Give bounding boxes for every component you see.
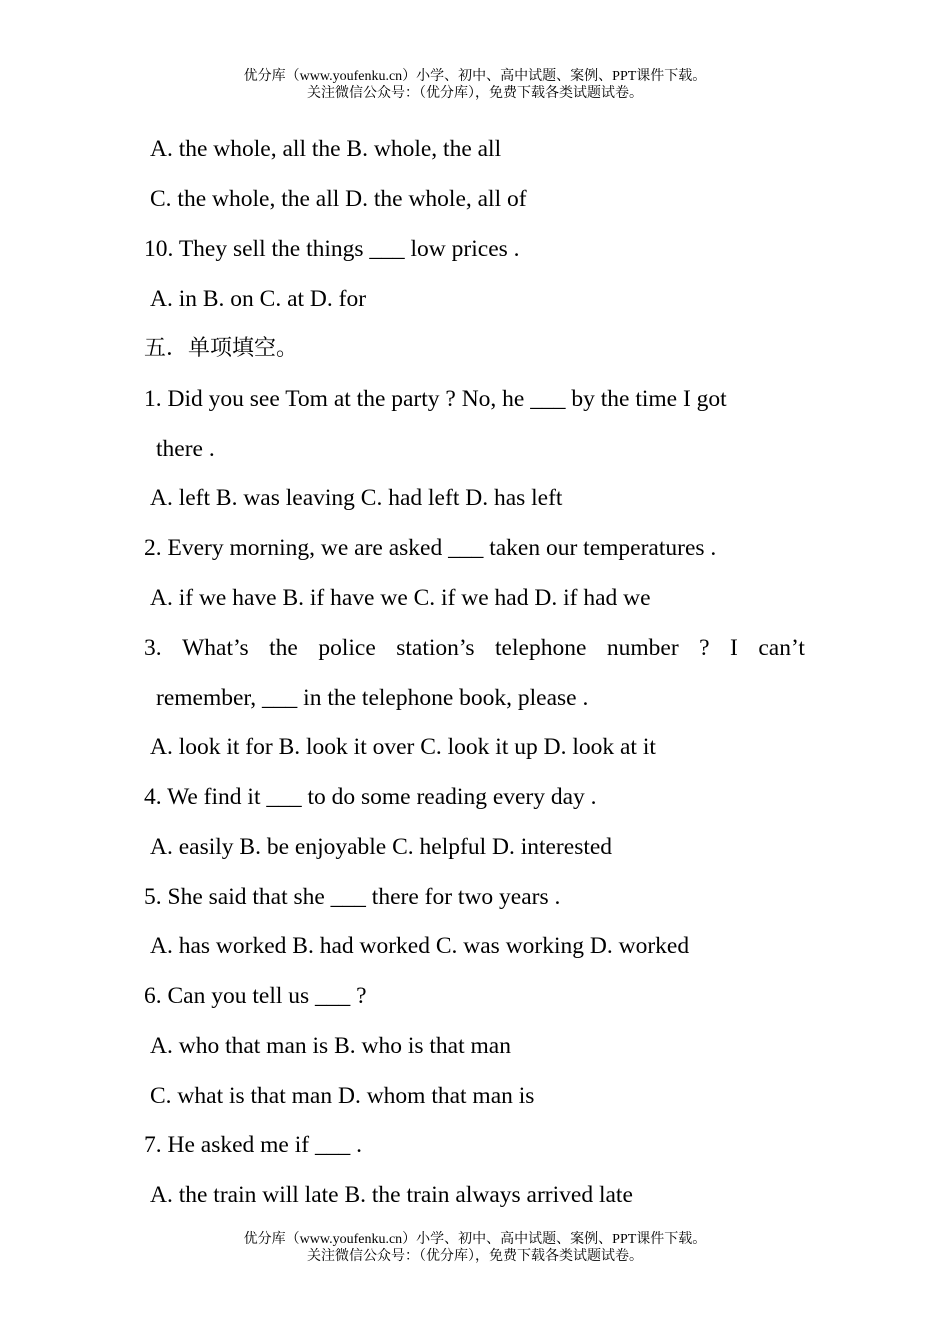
word: can’t xyxy=(758,635,805,661)
q3-options: A. look it for B. look it over C. look it up D. look at it xyxy=(150,734,656,760)
question-4: 4. We find it ___ to do some reading every day . xyxy=(144,784,597,810)
q1-options: A. left B. was leaving C. had left D. has left xyxy=(150,485,563,511)
question-2: 2. Every morning, we are asked ___ taken our temperatures . xyxy=(144,535,717,561)
header-line-2: 关注微信公众号：（优分库），免费下载各类试题试卷。 xyxy=(307,86,643,101)
q9-options-cd: C. the whole, the all D. the whole, all of xyxy=(150,186,527,212)
question-10: 10. They sell the things ___ low prices . xyxy=(144,236,520,262)
word: the xyxy=(269,635,298,661)
question-3-cont: remember, ___ in the telephone book, please . xyxy=(156,685,589,711)
footer-line-1: 优分库（www.youfenku.cn）小学、初中、高中试题、案例、PPT课件下载。 xyxy=(243,1232,707,1247)
q10-options: A. in B. on C. at D. for xyxy=(150,286,367,312)
q6-options-ab: A. who that man is B. who is that man xyxy=(150,1033,511,1059)
question-1: 1. Did you see Tom at the party ? No, he ___ by the time I got xyxy=(144,386,727,412)
question-3 xyxy=(144,633,805,663)
header-line-1: 优分库（www.youfenku.cn）小学、初中、高中试题、案例、PPT课件下载。 xyxy=(243,69,707,84)
q2-options: A. if we have B. if have we C. if we had D. if had we xyxy=(150,585,651,611)
footer-line-2: 关注微信公众号：（优分库），免费下载各类试题试卷。 xyxy=(307,1249,643,1264)
q5-options: A. has worked B. had worked C. was working D. worked xyxy=(150,933,690,959)
word: telephone xyxy=(495,635,587,661)
q6-options-cd: C. what is that man D. whom that man is xyxy=(150,1083,535,1109)
word: number xyxy=(606,635,679,661)
question-7: 7. He asked me if ___ . xyxy=(144,1132,362,1158)
word: 3. xyxy=(144,635,162,661)
word: station’s xyxy=(396,635,475,661)
q9-options-ab: A. the whole, all the B. whole, the all xyxy=(150,136,502,162)
word: police xyxy=(318,635,376,661)
page-footer xyxy=(0,1231,950,1265)
word: ? xyxy=(699,635,710,661)
question-5: 5. She said that she ___ there for two years . xyxy=(144,884,561,910)
word: What’s xyxy=(182,635,249,661)
question-6: 6. Can you tell us ___ ? xyxy=(144,983,367,1009)
question-1-cont: there . xyxy=(156,436,215,462)
q4-options: A. easily B. be enjoyable C. helpful D. interested xyxy=(150,834,613,860)
q7-options-ab: A. the train will late B. the train always arrived late xyxy=(150,1182,633,1208)
word: I xyxy=(730,635,738,661)
section-title: 五．单项填空。 xyxy=(144,336,299,361)
